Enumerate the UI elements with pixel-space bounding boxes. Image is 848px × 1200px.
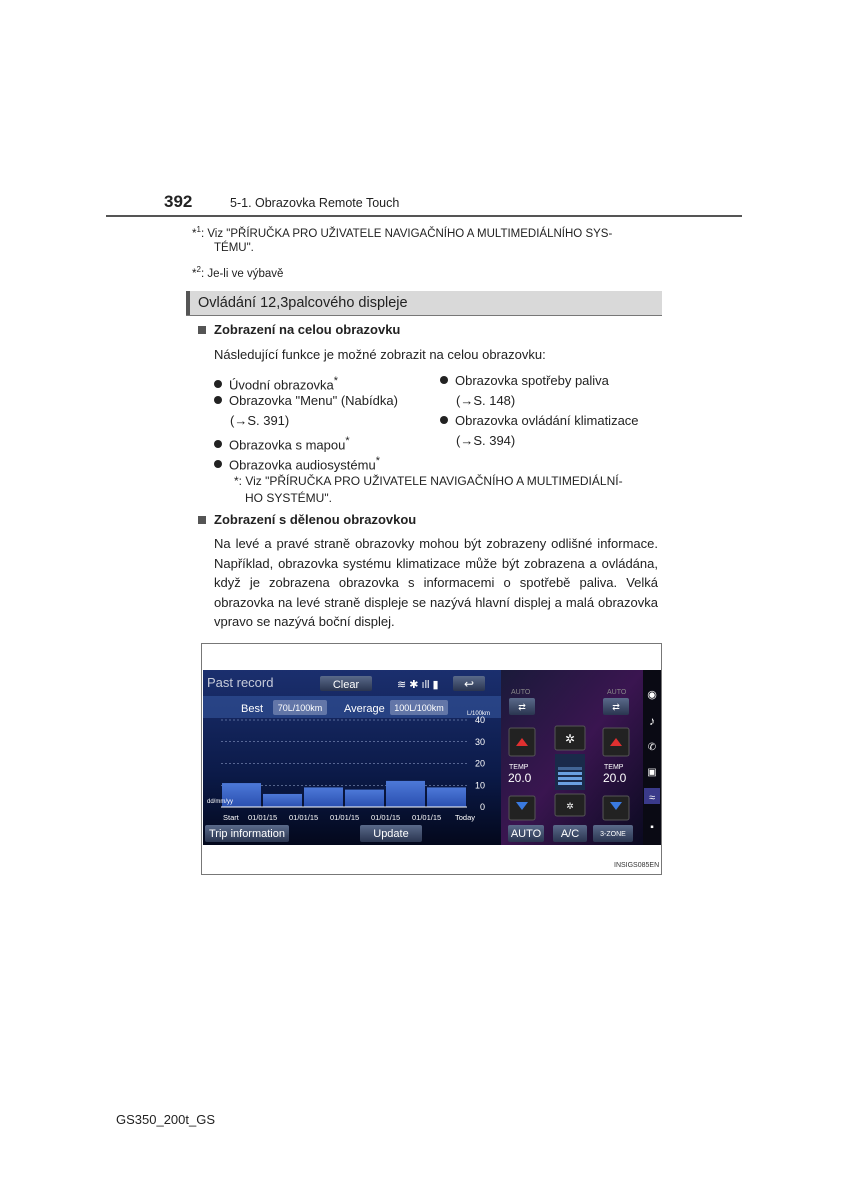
phone-icon[interactable]: ✆ xyxy=(647,742,657,753)
y-tick-label: 30 xyxy=(474,736,485,747)
x-tick-label: Start xyxy=(223,813,239,822)
auto-left-label: AUTO xyxy=(511,689,531,696)
list-item: Obrazovka s mapou* xyxy=(214,431,350,455)
bullet-icon xyxy=(440,416,448,424)
chart-bar xyxy=(386,781,425,807)
average-label: Average xyxy=(344,703,385,715)
footer-model: GS350_200t_GS xyxy=(116,1112,216,1127)
subheading-split-screen xyxy=(198,512,416,527)
x-tick-label: 01/01/15 xyxy=(412,813,442,822)
y-tick-label: 40 xyxy=(474,715,485,725)
header-divider xyxy=(106,215,742,217)
chart-bar xyxy=(427,787,466,807)
back-icon: ↩ xyxy=(463,677,475,691)
music-icon[interactable]: ♪ xyxy=(649,714,655,728)
full-screen-intro: Následující funkce je možné zobrazit na celou obrazovku: xyxy=(214,347,546,362)
chart-bar xyxy=(263,794,302,807)
subheading-full-screen xyxy=(198,322,400,337)
y-tick-label: 10 xyxy=(474,780,485,791)
square-bullet-icon xyxy=(198,516,206,524)
chart-bar xyxy=(345,790,384,807)
display-svg xyxy=(203,670,661,845)
y-tick-label: 0 xyxy=(479,802,485,812)
section-heading xyxy=(186,291,662,316)
subheading-split-screen-text: Zobrazení s dělenou obrazovkou xyxy=(214,512,417,527)
bullet-icon xyxy=(440,376,448,384)
fan-small-icon: ✲ xyxy=(566,801,574,811)
main-title: Past record xyxy=(207,675,274,690)
x-tick-label: Today xyxy=(455,813,476,822)
split-screen-paragraph: Na levé a pravé straně obrazovky mohou být zobrazeny odlišné informace. Například, obrazovka systému klimatizace může být zobrazena a ovládána, když je zobrazena obrazovka s informacemi o spotřebě paliva. Velká obrazovka na levé straně displeje se nazývá hlavní displej a malá obrazovka vpravo se nazývá boční displej. xyxy=(214,536,658,630)
display-icon[interactable]: ▪ xyxy=(650,822,654,833)
temp-value-left: 20.0 xyxy=(508,771,532,785)
footnote-1-text-cont: TÉMU". xyxy=(214,242,254,254)
temp-label-right: TEMP xyxy=(604,764,624,771)
list-note: *: Viz "PŘÍRUČKA PRO UŽIVATELE NAVIGAČNÍHO A MULTIMEDIÁLNÍ- xyxy=(234,474,623,488)
list-item-ref: (→S. 391) xyxy=(230,413,290,428)
list-item: Úvodní obrazovka* xyxy=(214,371,338,395)
figure-id: INSIGS085EN xyxy=(614,862,660,869)
date-format-label: dd/mm/yy xyxy=(207,799,234,805)
info-icon[interactable]: ▣ xyxy=(647,767,657,778)
auto-button-label: AUTO xyxy=(510,828,542,840)
square-bullet-icon xyxy=(198,326,206,334)
footnote-2-mark: *$^2$ xyxy=(192,265,201,280)
y-tick-label: 20 xyxy=(474,758,485,769)
average-value: 100L/100km xyxy=(394,703,444,713)
heading-divider xyxy=(186,315,662,316)
list-item-ref: (→S. 148) xyxy=(456,393,516,408)
airflow-left-icon: ⇄ xyxy=(518,702,526,712)
three-zone-label: 3-ZONE xyxy=(600,831,626,838)
best-value: 70L/100km xyxy=(277,703,323,713)
list-item: Obrazovka "Menu" (Nabídka) xyxy=(214,391,398,411)
list-item: Obrazovka ovládání klimatizace xyxy=(440,411,639,431)
bullet-icon xyxy=(214,380,222,388)
auto-right-label: AUTO xyxy=(607,689,627,696)
unit-label: L/100km xyxy=(467,711,491,717)
list-item: Obrazovka audiosystému* xyxy=(214,451,380,475)
section-heading-text: Ovládání 12,3palcového displeje xyxy=(198,295,408,311)
footnote-1-mark: *$^1$ xyxy=(192,225,201,240)
x-tick-label: 01/01/15 xyxy=(289,813,319,822)
ac-button-label: A/C xyxy=(560,828,580,840)
footnote-1-text: : Viz "PŘÍRUČKA PRO UŽIVATELE NAVIGAČNÍHO A MULTIMEDIÁLNÍHO SYS- xyxy=(200,227,613,240)
x-tick-label: 01/01/15 xyxy=(371,813,401,822)
footnote-1 xyxy=(192,222,612,242)
footnote-2-text: : Je-li ve výbavě xyxy=(200,267,284,280)
update-label: Update xyxy=(373,828,409,840)
section-title: 5-1. Obrazovka Remote Touch xyxy=(230,196,400,210)
list-item-ref: (→S. 394) xyxy=(456,433,516,448)
temp-value-right: 20.0 xyxy=(603,771,627,785)
bullet-icon xyxy=(214,396,222,404)
list-note-cont: HO SYSTÉMU". xyxy=(245,491,332,505)
bullet-icon xyxy=(214,440,222,448)
bullet-icon xyxy=(214,460,222,468)
navigation-icon[interactable]: ◉ xyxy=(647,689,657,701)
list-item: Obrazovka spotřeby paliva xyxy=(440,371,609,391)
airflow-right-icon: ⇄ xyxy=(612,702,620,712)
page-number: 392 xyxy=(164,192,193,211)
clear-button-label: Clear xyxy=(332,679,360,691)
x-tick-label: 01/01/15 xyxy=(330,813,360,822)
fan-icon: ✲ xyxy=(564,732,576,746)
best-label: Best xyxy=(241,703,264,715)
trip-information-label: Trip information xyxy=(208,828,286,840)
footnote-2 xyxy=(192,262,283,282)
climate-icon[interactable]: ≈ xyxy=(648,792,656,804)
temp-label-left: TEMP xyxy=(509,764,529,771)
x-tick-label: 01/01/15 xyxy=(248,813,278,822)
subheading-full-screen-text: Zobrazení na celou obrazovku xyxy=(214,322,401,337)
chart-bar xyxy=(304,787,343,807)
display-screenshot xyxy=(203,670,661,845)
status-icons: ≋ ✱ ıll ▮ xyxy=(397,679,439,691)
